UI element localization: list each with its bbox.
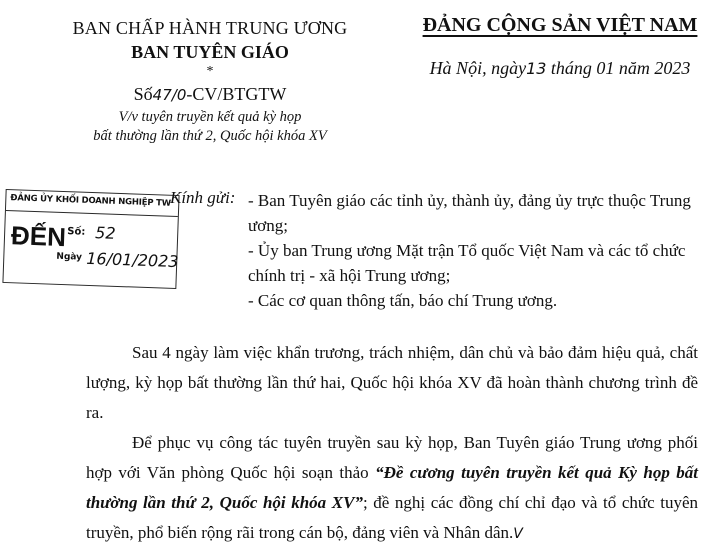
issuing-org-line1: BAN CHẤP HÀNH TRUNG ƯƠNG [72,18,348,38]
handwritten-check-mark: V [513,526,523,542]
star-separator: * [206,64,214,79]
recipients-list [248,188,708,313]
recipient-item: - Các cơ quan thông tấn, báo chí Trung ương. [248,291,558,310]
date-line [410,58,710,79]
date-day-handwritten: 13 [526,59,547,78]
subject-line1: V/v tuyên truyền kết quả kỳ họp [118,109,302,125]
stamp-so-value: 52 [94,223,116,243]
recipient-item: - Ban Tuyên giáo các tỉnh ủy, thành ủy, đảng ủy trực thuộc Trung ương; [248,191,691,235]
paragraph-2-text-c: ; đề nghị các đồng chí chỉ đạo và tổ chức tuyên truyền, phổ biến rộng rãi trong cán bộ, đảng viên và Nhân dân. [86,493,698,542]
stamp-org: ĐẢNG ỦY KHỐI DOANH NGHIỆP TW [10,193,172,209]
body-paragraph-2 [86,428,698,549]
party-name [410,14,710,37]
body-paragraph-1 [86,338,698,428]
subject-line2: bất thường lần thứ 2, Quốc hội khóa XV [93,128,327,144]
stamp-so-label: Số: [67,226,86,238]
doc-number-prefix: Số [133,84,153,104]
received-stamp [2,189,179,289]
stamp-ngay-label: Ngày [56,251,83,263]
doc-number-suffix: -CV/BTGTW [186,84,287,104]
stamp-divider [6,210,178,217]
stamp-ngay-value: 16/01/2023 [85,248,179,272]
document-subject [60,108,360,146]
date-suffix: tháng 01 năm 2023 [550,58,691,78]
party-name-text: ĐẢNG CỘNG SẢN VIỆT NAM [422,14,698,36]
issuing-org-line2: BAN TUYÊN GIÁO [131,42,289,62]
outline-document-title: “Đề cương tuyên truyền kết quả Kỳ họp bất thường lần thứ 2, Quốc hội khóa XV” [86,463,698,512]
doc-number-handwritten: 47/0 [152,86,187,104]
recipient-item: - Ủy ban Trung ương Mặt trận Tổ quốc Việt Nam và các tổ chức chính trị - xã hội Trung ương; [248,241,686,285]
document-number [60,84,360,105]
date-prefix: Hà Nội, ngày [429,58,527,78]
stamp-den: ĐẾN [10,220,67,253]
paragraph-2-text-a: Để phục vụ công tác tuyên truyền sau kỳ họp, Ban Tuyên giáo Trung ương phối hợp với Văn phòng Quốc hội soạn thảo [86,433,698,482]
recipients-label: Kính gửi: [170,188,236,207]
paragraph-1-text: Sau 4 ngày làm việc khẩn trương, trách nhiệm, dân chủ và bảo đảm hiệu quả, chất lượng, kỳ họp bất thường lần thứ hai, Quốc hội khóa XV đã hoàn thành chương trình đề ra. [86,343,698,422]
